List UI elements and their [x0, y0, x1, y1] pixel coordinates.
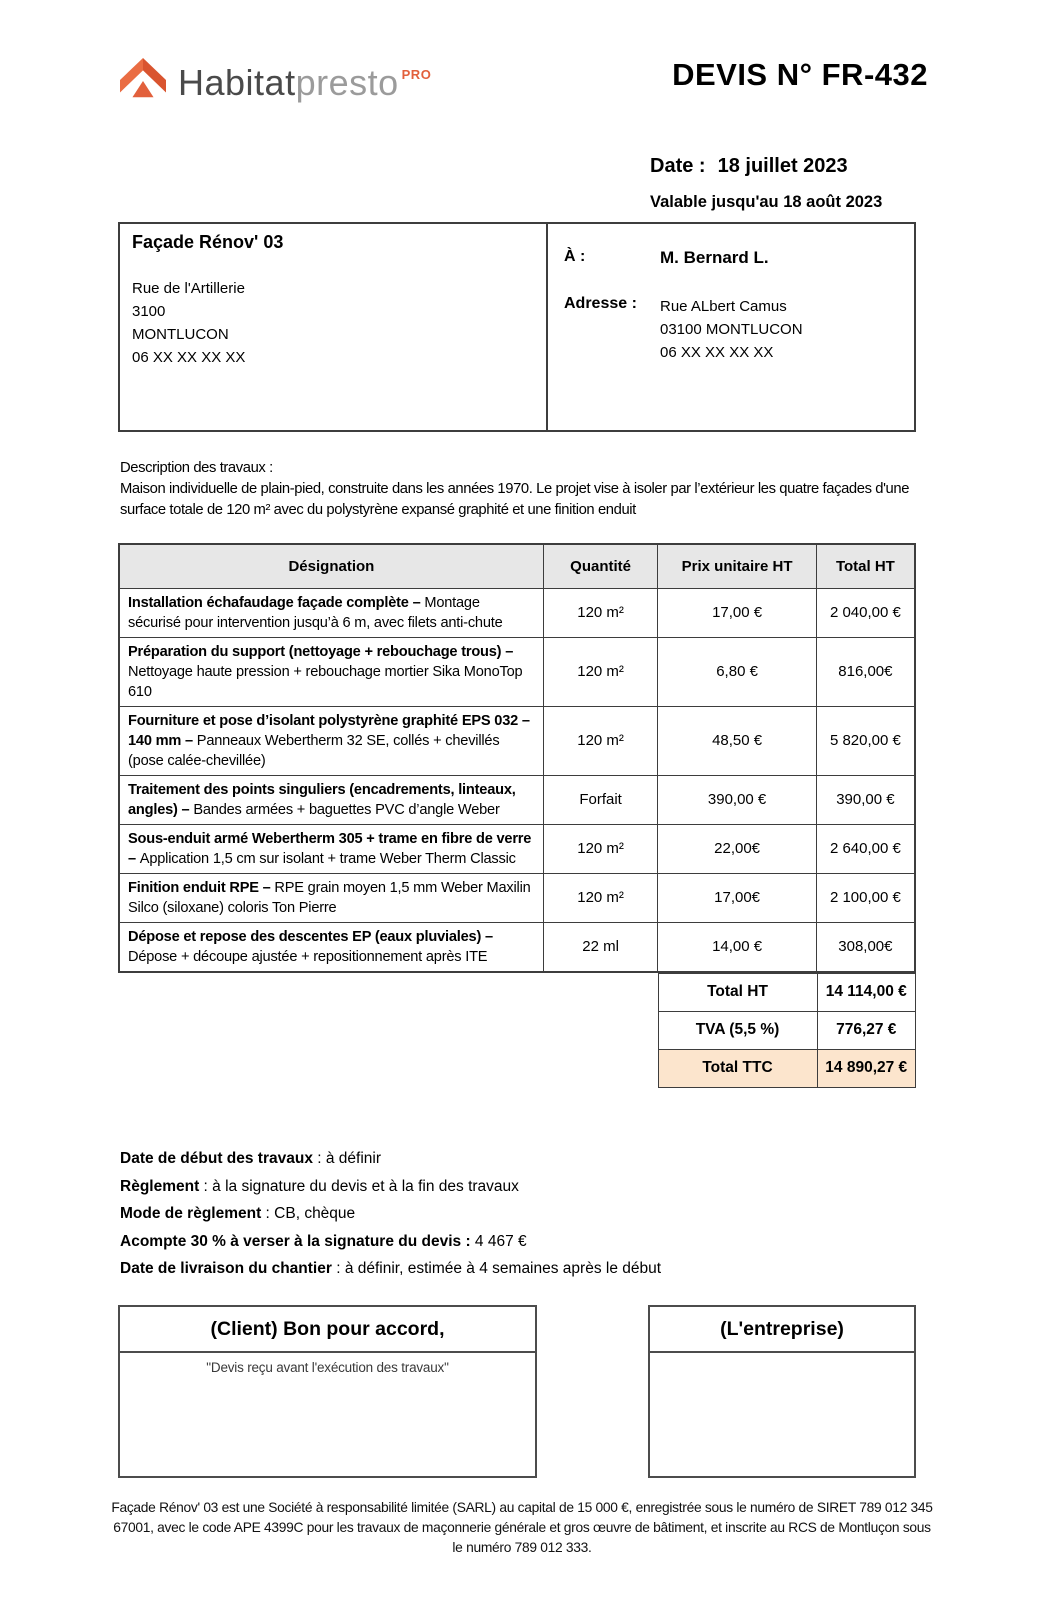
works-description-title: Description des travaux : [120, 460, 273, 476]
row-unit-price: 17,00 € [658, 588, 816, 637]
totals-table [658, 973, 917, 1088]
client-address [660, 268, 914, 364]
items-section [118, 543, 916, 1088]
row-designation [119, 637, 543, 706]
row-quantity: 22 ml [543, 922, 658, 972]
table-row [119, 824, 915, 873]
table-row [119, 775, 915, 824]
brand-name-part2: presto [295, 61, 399, 103]
company-address-line: Rue de l'Artillerie [132, 280, 245, 297]
legal-footer: Façade Rénov' 03 est une Société à responsabilité limitée (SARL) au capital de 15 000 €, enregistrée sous le numéro de SIRET 789 012 345 67001, avec le code APE 4399C pour les travaux de maçonnerie générale et gros œuvre de bâtiment, et inscrite au RCS de Montluçon sous le numéro 789 012 333. [111, 1500, 933, 1555]
term-payment [120, 1178, 920, 1196]
date-line [650, 155, 848, 178]
row-total: 390,00 € [816, 775, 915, 824]
client-signature-box [118, 1305, 537, 1478]
brand-name [178, 61, 432, 103]
works-description-text: Maison individuelle de plain-pied, construite dans les années 1970. Le projet vise à isoler par l’extérieur les quatre façades d'une surface totale de 120 m² avec du polystyrène expansé graphité et une finition enduit [120, 481, 910, 518]
client-to-label: À : [564, 248, 586, 265]
header-unit-price: Prix unitaire HT [658, 544, 816, 588]
term-deposit [120, 1233, 920, 1251]
row-total: 5 820,00 € [816, 706, 915, 775]
row-designation-title: Finition enduit RPE – [128, 879, 275, 896]
client-phone: 06 XX XX XX XX [660, 344, 774, 361]
term-value: : à définir, estimée à 4 semaines après le début [331, 1260, 662, 1277]
row-quantity: 120 m² [543, 637, 658, 706]
row-designation [119, 706, 543, 775]
total-ttc-row [658, 1049, 916, 1087]
row-designation-title: Dépose et repose des descentes EP (eaux pluviales) – [128, 928, 493, 945]
date-value: 18 juillet 2023 [717, 155, 848, 177]
header-total: Total HT [816, 544, 915, 588]
company-address-line: MONTLUCON [132, 326, 229, 343]
term-value: : CB, chèque [261, 1205, 356, 1222]
company-address-line: 3100 [132, 303, 166, 320]
row-designation-title: Installation échafaudage façade complète – [128, 594, 425, 611]
row-designation [119, 873, 543, 922]
term-payment-mode [120, 1205, 920, 1223]
works-description [120, 458, 922, 521]
term-value: 4 467 € [470, 1232, 527, 1250]
total-ht-label: Total HT [658, 973, 817, 1011]
parties-box [118, 222, 916, 432]
client-signature-title: (Client) Bon pour accord, [120, 1307, 535, 1353]
validity-line: Valable jusqu'au 18 août 2023 [650, 193, 883, 211]
term-label: Règlement [120, 1177, 200, 1195]
row-total: 308,00€ [816, 922, 915, 972]
client-info-cell [548, 224, 914, 430]
term-value: : à définir [312, 1150, 382, 1167]
row-designation [119, 824, 543, 873]
table-row [119, 922, 915, 972]
term-label: Acompte 30 % à verser à la signature du devis : [120, 1232, 471, 1250]
row-designation-detail: Panneaux Webertherm 32 SE, collés + chevillés (pose calée-chevillée) [128, 732, 500, 769]
company-signature-title: (L'entreprise) [650, 1307, 914, 1353]
term-start-date [120, 1150, 920, 1168]
row-designation [119, 922, 543, 972]
tva-label: TVA (5,5 %) [658, 1011, 817, 1049]
table-row [119, 637, 915, 706]
items-table [118, 543, 916, 973]
table-row [119, 873, 915, 922]
row-designation-detail: Nettoyage haute pression + rebouchage mortier Sika MonoTop 610 [128, 663, 523, 700]
term-label: Mode de règlement [120, 1205, 262, 1222]
row-designation [119, 588, 543, 637]
company-info-cell [120, 224, 548, 430]
total-ht-value: 14 114,00 € [817, 973, 916, 1011]
payment-terms [120, 1150, 920, 1288]
house-arrow-icon [120, 57, 166, 108]
row-unit-price: 390,00 € [658, 775, 816, 824]
term-label: Date de livraison du chantier [120, 1260, 332, 1277]
header-quantity: Quantité [543, 544, 658, 588]
row-unit-price: 6,80 € [658, 637, 816, 706]
total-ttc-value: 14 890,27 € [817, 1049, 916, 1087]
term-value: : à la signature du devis et à la fin des travaux [199, 1177, 519, 1195]
row-designation [119, 775, 543, 824]
row-unit-price: 17,00€ [658, 873, 816, 922]
row-designation-detail: Dépose + découpe ajustée + repositionnement après ITE [128, 948, 488, 965]
row-designation-detail: Application 1,5 cm sur isolant + trame Weber Therm Classic [139, 850, 516, 867]
tva-value: 776,27 € [817, 1011, 916, 1049]
client-address-line: Rue ALbert Camus [660, 298, 787, 315]
row-total: 2 100,00 € [816, 873, 915, 922]
brand-logo [120, 57, 431, 108]
row-quantity: 120 m² [543, 706, 658, 775]
items-table-header-row [119, 544, 915, 588]
brand-name-part1: Habitat [178, 61, 296, 103]
row-designation-detail: Montage sécurisé pour intervention jusqu’à 6 m, avec filets anti-chute [128, 594, 503, 631]
row-total: 2 640,00 € [816, 824, 915, 873]
header-designation: Désignation [119, 544, 543, 588]
date-label: Date : [650, 155, 706, 177]
total-ht-row [658, 973, 916, 1011]
company-address [132, 277, 534, 369]
company-phone: 06 XX XX XX XX [132, 349, 246, 366]
company-signature-box [648, 1305, 916, 1478]
client-address-line: 03100 MONTLUCON [660, 321, 803, 338]
brand-pro-badge: PRO [401, 66, 432, 82]
row-designation-title: Traitement des points singuliers (encadrements, linteaux, angles) – [128, 781, 516, 818]
table-row [119, 706, 915, 775]
row-designation-detail: Bandes armées + baguettes PVC d’angle Weber [193, 801, 500, 818]
table-row [119, 588, 915, 637]
row-designation-title: Préparation du support (nettoyage + rebouchage trous) – [128, 643, 514, 660]
client-signature-note: "Devis reçu avant l'exécution des travaux" [206, 1360, 449, 1375]
row-designation-title: Fourniture et pose d’isolant polystyrène graphité EPS 032 – 140 mm – [128, 712, 530, 749]
client-name: M. Bernard L. [660, 248, 769, 267]
total-ttc-label: Total TTC [658, 1049, 817, 1087]
row-quantity: 120 m² [543, 588, 658, 637]
tva-row [658, 1011, 916, 1049]
row-quantity: 120 m² [543, 873, 658, 922]
row-designation-detail: RPE grain moyen 1,5 mm Weber Maxilin Silco (siloxane) coloris Ton Pierre [128, 879, 531, 916]
row-unit-price: 14,00 € [658, 922, 816, 972]
term-label: Date de début des travaux [120, 1150, 313, 1167]
document-title: DEVIS N° FR-432 [672, 57, 928, 92]
term-delivery-date [120, 1260, 920, 1278]
company-name: Façade Rénov' 03 [132, 232, 284, 252]
client-address-label: Adresse : [564, 295, 637, 312]
row-total: 816,00€ [816, 637, 915, 706]
row-quantity: Forfait [543, 775, 658, 824]
row-total: 2 040,00 € [816, 588, 915, 637]
row-quantity: 120 m² [543, 824, 658, 873]
row-designation-title: Sous-enduit armé Webertherm 305 + trame en fibre de verre – [128, 830, 532, 867]
row-unit-price: 22,00€ [658, 824, 816, 873]
row-unit-price: 48,50 € [658, 706, 816, 775]
